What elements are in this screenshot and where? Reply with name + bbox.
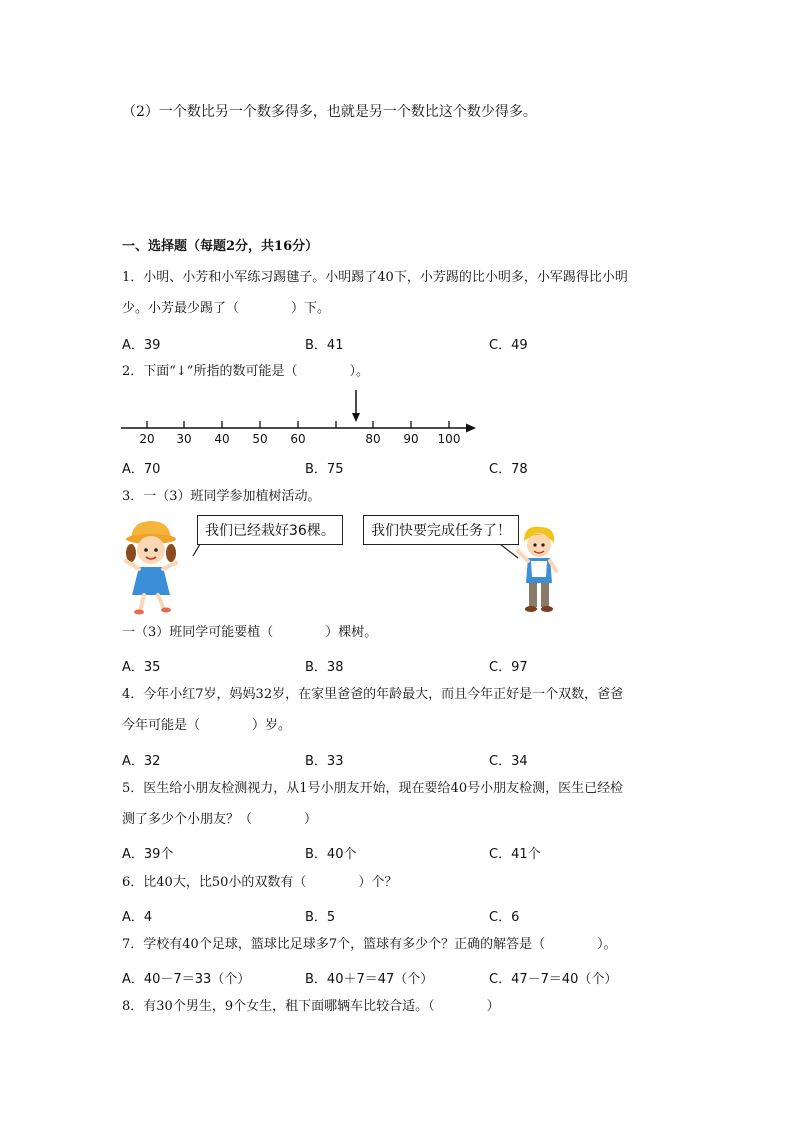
tick-label-60: 60 <box>290 432 306 446</box>
girl-bubble-tail <box>192 544 232 558</box>
q1-stem-line1: 1．小明、小芳和小军练习踢毽子。小明踢了40下，小芳踢的比小明多，小军踢得比小明 <box>122 270 628 285</box>
q7-option-b[interactable]: B．40＋7＝47（个） <box>305 972 434 987</box>
q3-stem: 3．一（3）班同学参加植树活动。 <box>122 489 321 504</box>
tick-label-20: 20 <box>139 432 155 446</box>
q5-option-c[interactable]: C．41个 <box>489 847 541 862</box>
q7-stem: 7．学校有40个足球，篮球比足球多7个，篮球有多少个？正确的解答是（ ）。 <box>122 937 617 952</box>
q1-option-b[interactable]: B．41 <box>305 338 344 353</box>
q3-option-a[interactable]: A．35 <box>122 660 161 675</box>
tick-label-100: 100 <box>437 432 461 446</box>
tick-label-30: 30 <box>176 432 192 446</box>
q4-stem-line1: 4．今年小红7岁，妈妈32岁，在家里爸爸的年龄最大，而且今年正好是一个双数，爸爸 <box>122 687 624 702</box>
q4-option-c[interactable]: C．34 <box>489 754 528 769</box>
q6-option-b[interactable]: B．5 <box>305 910 336 925</box>
number-line <box>118 386 483 448</box>
q3-option-c[interactable]: C．97 <box>489 660 528 675</box>
q8-stem: 8．有30个男生，9个女生，租下面哪辆车比较合适。（ ） <box>122 999 500 1014</box>
q1-option-c[interactable]: C．49 <box>489 338 528 353</box>
q2-option-a[interactable]: A．70 <box>122 462 161 477</box>
q2-option-c[interactable]: C．78 <box>489 462 528 477</box>
q6-stem: 6．比40大，比50小的双数有（ ）个？ <box>122 875 398 890</box>
q1-option-a[interactable]: A．39 <box>122 338 161 353</box>
q6-option-c[interactable]: C．6 <box>489 910 520 925</box>
q3-option-b[interactable]: B．38 <box>305 660 344 675</box>
q7-option-a[interactable]: A．40－7＝33（个） <box>122 972 251 987</box>
q1-stem-line2: 少。小芳最少踢了（ ）下。 <box>122 301 331 316</box>
q7-option-c[interactable]: C．47－7＝40（个） <box>489 972 618 987</box>
tick-label-90: 90 <box>403 432 419 446</box>
section-title: 一、选择题（每题2分，共16分） <box>122 239 319 254</box>
tick-label-80: 80 <box>365 432 381 446</box>
q5-stem-line1: 5．医生给小朋友检测视力，从1号小朋友开始，现在要给40号小朋友检测，医生已经检 <box>122 781 624 796</box>
q2-option-b[interactable]: B．75 <box>305 462 344 477</box>
intro-note: （2）一个数比另一个数多得多，也就是另一个数比这个数少得多。 <box>122 104 537 120</box>
tick-label-50: 50 <box>252 432 268 446</box>
q5-stem-line2: 测了多少个小朋友？（ ） <box>122 812 318 827</box>
q3-sub-question: 一（3）班同学可能要植（ ）棵树。 <box>122 625 378 640</box>
q4-option-a[interactable]: A．32 <box>122 754 161 769</box>
q4-option-b[interactable]: B．33 <box>305 754 344 769</box>
q4-stem-line2: 今年可能是（ ）岁。 <box>122 718 292 733</box>
q5-option-b[interactable]: B．40个 <box>305 847 357 862</box>
boy-speech-bubble: 我们快要完成任务了！ <box>363 515 519 545</box>
girl-illustration <box>118 519 188 615</box>
q6-option-a[interactable]: A．4 <box>122 910 153 925</box>
girl-speech-bubble: 我们已经栽好36棵。 <box>197 515 343 545</box>
tick-label-40: 40 <box>214 432 230 446</box>
q2-stem: 2．下面“↓”所指的数可能是（ ）。 <box>122 364 369 379</box>
boy-illustration <box>512 525 564 615</box>
q5-option-a[interactable]: A．39个 <box>122 847 174 862</box>
